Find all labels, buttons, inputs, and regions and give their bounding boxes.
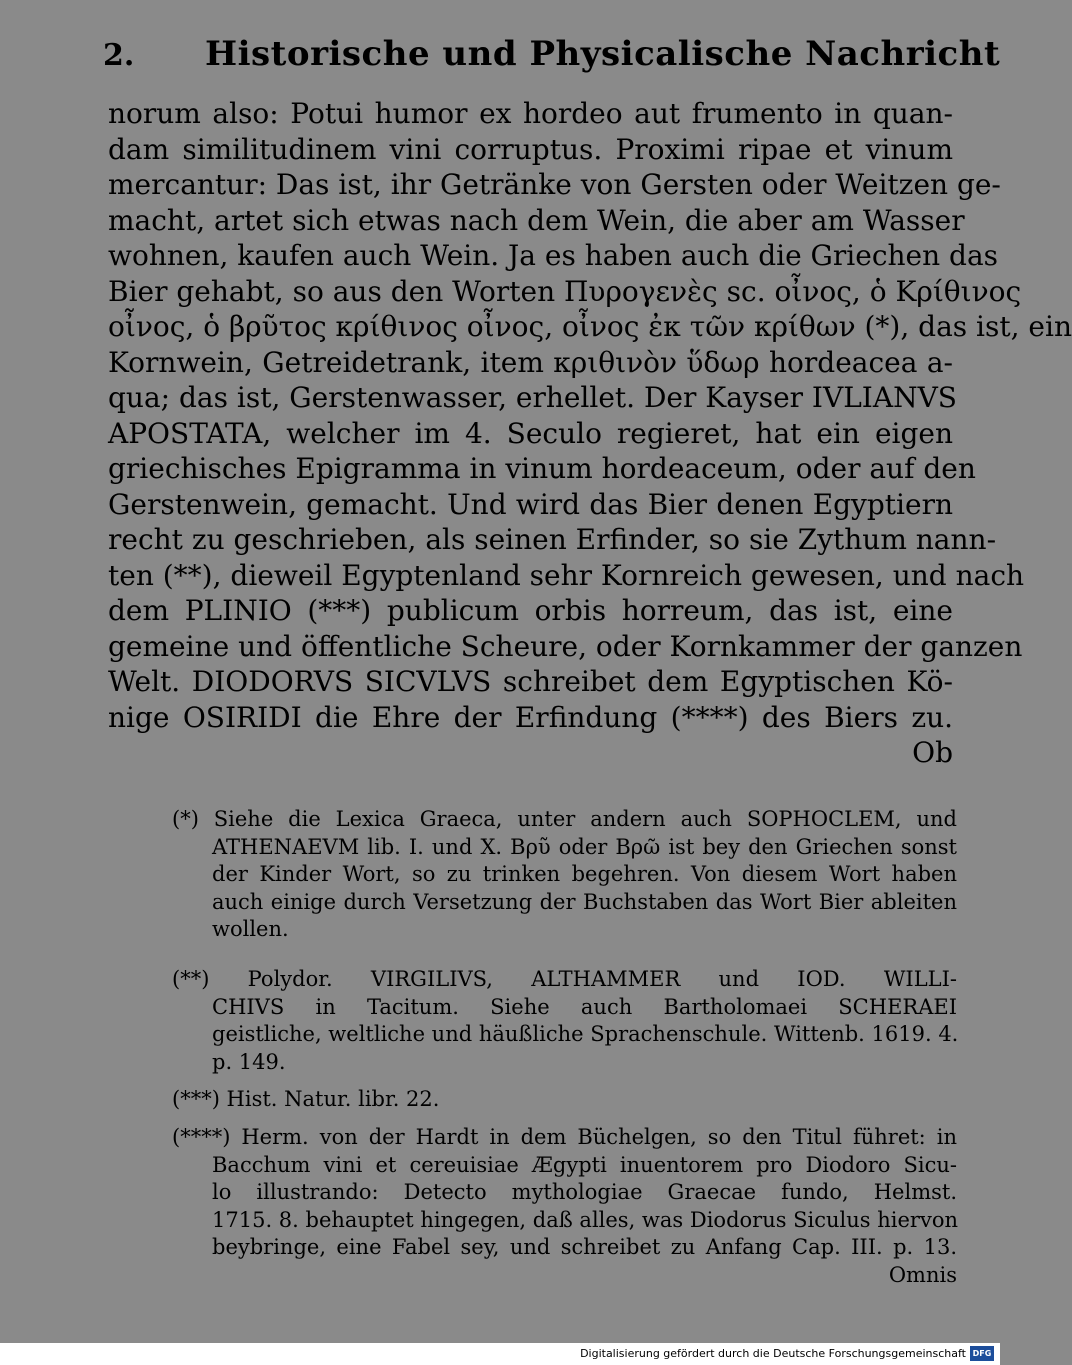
footnote-line: (*) Siehe die Lexica Graeca, unter andern auch SOPHOCLEM, und <box>172 807 957 831</box>
footnote-line: lo illustrando: Detecto mythologiae Graecae fundo, Helmst. <box>212 1180 957 1204</box>
text-line: Gerstenwein, gemacht. Und wird das Bier denen Egyptiern <box>108 487 953 521</box>
footnote-line: der Kinder Wort, so zu trinken begehren. Von diesem Wort haben <box>212 862 957 886</box>
text-line: qua; das ist, Gerstenwasser, erhellet. Der Kayser IVLIANVS <box>108 381 957 414</box>
footnote-catchword: Omnis <box>888 1262 957 1287</box>
footnote-line: wollen. <box>212 917 289 941</box>
digitization-footer <box>0 1343 1000 1365</box>
text-line: dam similitudinem vini corruptus. Proximi ripae et vinum <box>108 132 953 166</box>
funding-credit: Digitalisierung gefördert durch die Deutsche Forschungsgemeinschaft <box>580 1347 966 1360</box>
dfg-logo-icon: DFG <box>970 1346 994 1361</box>
text-line: dem PLINIO (***) publicum orbis horreum, das ist, eine <box>108 594 953 627</box>
text-line: griechisches Epigramma in vinum hordeaceum, oder auf den <box>108 452 976 485</box>
page-number: 2. <box>103 38 135 73</box>
text-line: nige OSIRIDI die Ehre der Erfindung (****) des Biers zu. <box>108 700 953 734</box>
text-line: gemeine und öffentliche Scheure, oder Kornkammer der ganzen <box>108 629 1023 663</box>
footnote-line: CHIVS in Tacitum. Siehe auch Bartholomaei SCHERAEI <box>212 994 957 1019</box>
text-line: macht, artet sich etwas nach dem Wein, die aber am Wasser <box>108 203 965 237</box>
footnote-line: (**) Polydor. VIRGILIVS, ALTHAMMER und IOD. WILLI- <box>172 967 957 991</box>
text-line: Bier gehabt, so aus den Worten Πυρογενὲς sc. οἶνος, ὁ Κρίθινος <box>108 274 1022 308</box>
text-line: ten (**), dieweil Egyptenland sehr Kornreich gewesen, und nach <box>108 558 1025 592</box>
footnote-2 <box>172 966 957 1076</box>
footnote-line: (***) Hist. Natur. libr. 22. <box>172 1087 440 1111</box>
text-line: recht zu geschrieben, als seinen Erfinder, so sie Zythum nann- <box>108 523 997 556</box>
catchword: Ob <box>912 736 953 769</box>
text-line: Welt. DIODORVS SICVLVS schreibet dem Egyptischen Kö- <box>108 665 953 698</box>
footnote-3 <box>172 1086 957 1114</box>
text-line: norum also: Potui humor ex hordeo aut frumento in quan- <box>108 97 953 130</box>
footnote-line: auch einige durch Versetzung der Buchstaben das Wort Bier ableiten <box>212 889 957 914</box>
footnote-line: 1715. 8. behauptet hingegen, daß alles, was Diodorus Siculus hiervon <box>212 1207 958 1232</box>
text-line: wohnen, kaufen auch Wein. Ja es haben auch die Griechen das <box>108 239 999 272</box>
main-text <box>108 96 1072 771</box>
footnote-line: p. 149. <box>212 1049 286 1074</box>
running-title: Historische und Physicalische Nachricht <box>205 34 1001 74</box>
footnote-line: ATHENAEVM lib. I. und X. Βρῦ oder Βρῶ ist bey den Griechen sonst <box>212 834 957 859</box>
footnote-line: Bacchum vini et cereuisiae Ægypti inuentorem pro Diodoro Sicu- <box>212 1152 957 1177</box>
text-line: Kornwein, Getreidetrank, item κριθινὸν ὕδωρ hordeacea a- <box>108 345 953 379</box>
footnote-line: geistliche, weltliche und häußliche Sprachenschule. Wittenb. 1619. 4. <box>212 1022 959 1046</box>
text-line: mercantur: Das ist, ihr Getränke von Gersten oder Weitzen ge- <box>108 168 1001 201</box>
footnote-line: (****) Herm. von der Hardt in dem Büchelgen, so den Titul führet: in <box>172 1125 957 1149</box>
footnote-4 <box>172 1124 957 1289</box>
page-header <box>95 30 1001 80</box>
text-line: οἶνος, ὁ βρῦτος κρίθινος οἶνος, οἶνος ἐκ τῶν κρίθων (*), das ist, ein <box>108 310 1072 343</box>
text-line: APOSTATA, welcher im 4. Seculo regieret, hat ein eigen <box>108 416 953 450</box>
footnote-line: beybringe, eine Fabel sey, und schreibet zu Anfang Cap. III. p. 13. <box>212 1235 957 1259</box>
footnote-1 <box>172 806 957 944</box>
